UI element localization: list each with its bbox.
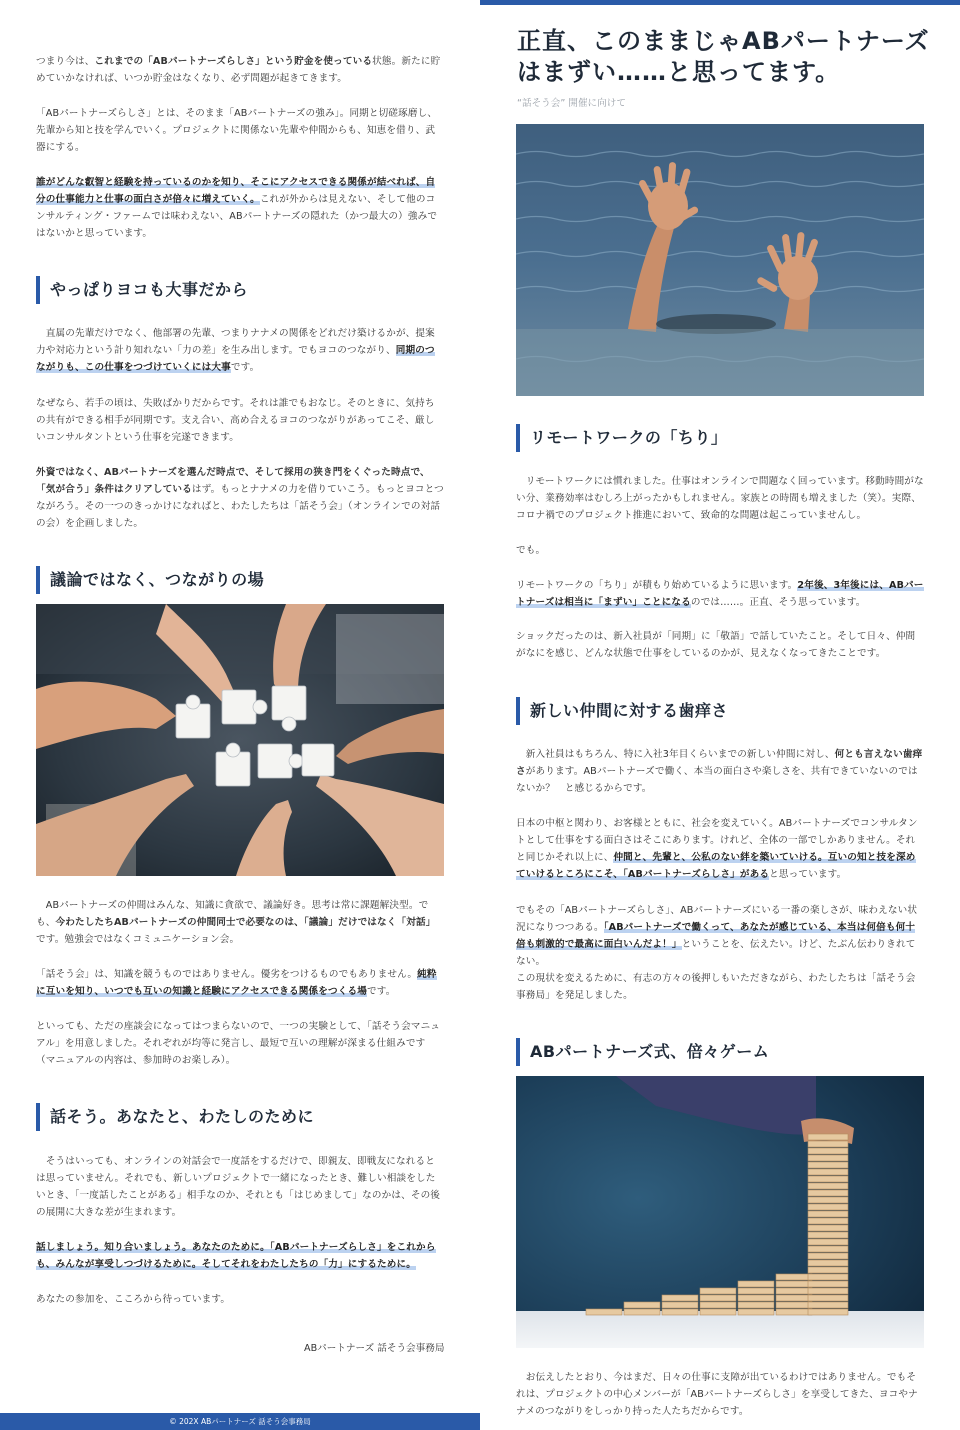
text-run: これが外からは見えない、そして他のコンサルティング・ファームでは味わえない、ABパートナーズの隠れた（かつ最大の）強みではないかと思っています。 — [36, 194, 438, 239]
remote-paragraph-3 — [516, 577, 924, 611]
highlighted-text: 仲間と、先輩と、公私のない絆を築いていける。互いの知と技を深めていけるところにこそ、「ABパートナーズらしさ」がある — [516, 852, 916, 880]
page-title — [517, 26, 937, 88]
text-run: 直属の先輩だけでなく、他部署の先輩、つまりナナメの関係をどれだけ築けるかが、提案力や対応力という計り知れない「力の差」を生み出します。でもヨコのつながり、 — [36, 328, 435, 356]
wood-block — [808, 1260, 848, 1266]
wood-block — [808, 1190, 848, 1196]
wood-block — [808, 1225, 848, 1231]
bold-text: 今わたしたちABパートナーズの仲間同士で必要なのは、「議論」だけではなく「対話」 — [55, 917, 436, 928]
page-subtitle: “話そう会” 開催に向けて — [517, 98, 626, 109]
wood-block — [738, 1295, 774, 1301]
section-heading-yoko: やっぱりヨコも大事だから — [36, 276, 444, 304]
yoko-paragraph-1 — [36, 325, 444, 376]
wood-block — [662, 1295, 698, 1301]
text-run: あなたの参加を、こころから待っています。 — [36, 1294, 231, 1305]
intro-paragraph-1 — [36, 53, 444, 87]
text-run: そうはいっても、オンラインの対話会で一度話をするだけで、即親友、即戦友になれるとは思っていません。それでも、新しいプロジェクトで一緒になったとき、難しい相談をしたいとき、「一度話したことがある」相手なのか、それとも「はじめまして」なのかは、その後の展開に大きな差が生まれます。 — [36, 1156, 441, 1218]
wood-block — [808, 1232, 848, 1238]
text-run: ということを、伝えたい。けど、たぶん伝わりきれてない。 — [516, 939, 916, 967]
wood-block — [624, 1302, 660, 1308]
wood-block — [808, 1162, 848, 1168]
wood-block — [700, 1302, 736, 1308]
text-run: 「話そう会」は、知識を競うものではありません。優劣をつけるものでもありません。 — [36, 969, 418, 980]
wood-block — [776, 1281, 812, 1287]
remote-paragraph-1 — [516, 473, 924, 524]
wood-block — [808, 1309, 848, 1315]
wood-block — [700, 1295, 736, 1301]
wood-block — [776, 1288, 812, 1294]
bold-text: 何とも言えない歯痒さ — [516, 749, 923, 777]
wood-block — [808, 1281, 848, 1287]
highlighted-text: 同期のつながりも、この仕事をつづけていくには大事 — [36, 345, 435, 373]
wood-block — [808, 1169, 848, 1175]
remote-paragraph-4 — [516, 628, 924, 662]
signature: ABパートナーズ 話そう会事務局 — [304, 1343, 445, 1354]
hagayusa-paragraph-3 — [516, 902, 924, 970]
remote-paragraph-2 — [516, 542, 924, 559]
text-run: でも。 — [516, 545, 546, 556]
text-run: です。勉強会ではなくコミュニケーション会。 — [36, 934, 240, 945]
text-run: といっても、ただの座談会になってはつまらないので、一つの実験として、「話そう会マニュアル」を用意しました。それぞれが均等に発言し、最短で互いの理解が深まる仕組みです（マニュアルの内容は、参加時のお楽しみ）。 — [36, 1021, 441, 1066]
wood-block — [808, 1267, 848, 1273]
wood-block — [808, 1141, 848, 1147]
section-heading-remote: リモートワークの「ちり」 — [516, 424, 924, 452]
wood-block — [808, 1253, 848, 1259]
wood-block — [586, 1309, 622, 1315]
wood-block — [808, 1197, 848, 1203]
wood-block — [776, 1309, 812, 1315]
bold-text: これまでの「ABパートナーズらしさ」という貯金を使っている — [94, 56, 373, 67]
puzzle-hands-photo — [36, 604, 444, 876]
text-run: この現状を変えるために、有志の方々の後押しもいただきながら、わたしたちは「話そう会事務局」を発足しました。 — [516, 973, 916, 1001]
drowning-hands-photo — [516, 124, 924, 396]
highlighted-text: 話しましょう。知り合いましょう。あなたのために。「ABパートナーズらしさ」をこれからも、みんなが享受しつづけるために。そしてそれをわたしたちの「力」にするために。 — [36, 1242, 436, 1270]
text-run: のでは……。正直、そう思っています。 — [690, 597, 866, 608]
wood-block — [776, 1302, 812, 1308]
text-run: と思っています。 — [769, 869, 847, 880]
wood-block — [808, 1211, 848, 1217]
text-run: つまり今は、 — [36, 56, 95, 67]
wood-block — [808, 1295, 848, 1301]
highlighted-text: 純粋に互いを知り、いつでも互いの知識と経験にアクセスできる関係をつくる場 — [36, 969, 437, 997]
text-run: 日本の中枢と関わり、お客様とともに、社会を変えていく。ABパートナーズでコンサルタントとして仕事をする面白さはそこにあります。けれど、全体の一部でしかありません。それと同じかそれ以上に、 — [516, 818, 918, 863]
hanasou-paragraph-2 — [36, 1239, 444, 1273]
wood-block — [808, 1288, 848, 1294]
wood-block — [776, 1295, 812, 1301]
footer-copyright: © 202X ABパートナーズ 話そう会事務局 — [0, 1413, 480, 1430]
wood-block — [700, 1309, 736, 1315]
highlighted-text: 2年後、3年後には、ABパートナーズは相当に「まずい」ことになる — [516, 580, 924, 608]
wood-block — [808, 1302, 848, 1308]
yoko-paragraph-3 — [36, 464, 444, 532]
tsunagari-paragraph-2 — [36, 966, 444, 1000]
text-run: 状態。新たに貯めていかなければ、いつか貯金はなくなり、必ず問題が起きてきます。 — [36, 56, 441, 84]
hagayusa-paragraph-1 — [516, 746, 924, 797]
page-title-line-2: はまずい……と思ってます。 — [517, 58, 841, 86]
wood-block — [738, 1302, 774, 1308]
text-run: があります。ABパートナーズで働く、本当の面白さや楽しさを、共有できていないのではないか？ と感じるからです。 — [516, 766, 918, 794]
wood-block — [662, 1302, 698, 1308]
section-heading-tsunagari: 議論ではなく、つながりの場 — [36, 566, 444, 594]
wood-block — [738, 1288, 774, 1294]
section-heading-hanasou: 話そう。あなたと、わたしのために — [36, 1103, 444, 1131]
hagayusa-paragraph-2 — [516, 815, 924, 883]
wood-block — [808, 1155, 848, 1161]
text-run: ショックだったのは、新入社員が「同期」に「敬語」で話していたこと。そして日々、仲間がなにを感じ、どんな状態で仕事をしているのかが、見えなくなってきたことです。 — [516, 631, 916, 659]
wood-block — [738, 1281, 774, 1287]
wood-block — [808, 1134, 848, 1140]
wood-block — [808, 1246, 848, 1252]
highlighted-text: 「ABパートナーズで働くって、あなたが感じている、本当は何倍も何十倍も刺激的で最高に面白いんだよ！」 — [516, 922, 916, 950]
wood-block — [808, 1274, 848, 1280]
wood-block — [808, 1148, 848, 1154]
intro-paragraph-2 — [36, 105, 444, 156]
stacking-blocks-photo — [516, 1076, 924, 1348]
text-run: ABパートナーズの仲間はみんな、知識に貪欲で、議論好き。思考は常に課題解決型。でも、 — [36, 900, 429, 928]
text-run: です。 — [230, 362, 260, 373]
text-run: はず。もっとナナメの力を借りていこう。もっとヨコとつながろう。その一つのきっかけになればと、わたしたちは「話そう会」（オンラインでの対話の会）を企画しました。 — [36, 484, 444, 529]
wood-block — [808, 1218, 848, 1224]
hanasou-paragraph-1 — [36, 1153, 444, 1221]
section-heading-baibai: ABパートナーズ式、倍々ゲーム — [516, 1038, 924, 1066]
text-run: 新入社員はもちろん、特に入社3年目くらいまでの新しい仲間に対し、 — [516, 749, 835, 760]
wood-block — [738, 1309, 774, 1315]
text-run: リモートワークには慣れました。仕事はオンラインで問題なく回っています。移動時間がない分、業務効率はむしろ上がったかもしれません。家族との時間も増えました（笑）。実際、コロナ禍でのプロジェクト推進において、致命的な問題は起こっていませんし。 — [516, 476, 924, 521]
highlighted-text: 誰がどんな叡智と経験を持っているのかを知り、そこにアクセスできる関係が結べれば、自分の仕事能力と仕事の面白さが倍々に増えていく。 — [36, 177, 436, 205]
wood-block — [808, 1204, 848, 1210]
wood-block — [624, 1309, 660, 1315]
wood-block — [808, 1183, 848, 1189]
wood-block — [808, 1239, 848, 1245]
tsunagari-paragraph-1 — [36, 897, 444, 948]
text-run: お伝えしたとおり、今はまだ、日々の仕事に支障が出ているわけではありません。でもそれは、プロジェクトの中心メンバーが「ABパートナーズらしさ」を享受してきた、ヨコやナナメのつながりをしっかり持った人たちだからです。 — [516, 1372, 918, 1417]
section-heading-hagayusa: 新しい仲間に対する歯痒さ — [516, 697, 924, 725]
page-title-line-1: 正直、このままじゃABパートナーズ — [517, 27, 930, 55]
text-run: でもその「ABパートナーズらしさ」、ABパートナーズにいる一番の楽しさが、味わえない状況になりつつある。 — [516, 905, 918, 933]
yoko-paragraph-2 — [36, 395, 444, 446]
hagayusa-paragraph-4 — [516, 970, 924, 1004]
wood-block — [662, 1309, 698, 1315]
intro-paragraph-3 — [36, 174, 444, 242]
text-run: です。 — [367, 986, 396, 997]
bold-text: 外資ではなく、ABパートナーズを選んだ時点で、そして採用の狭き門をくぐった時点で、「気が合う」条件はクリアしている — [36, 467, 430, 495]
baibai-paragraph-1 — [516, 1369, 924, 1420]
wood-block — [700, 1288, 736, 1294]
tsunagari-paragraph-3 — [36, 1018, 444, 1069]
text-run: なぜなら、若手の頃は、失敗ばかりだからです。それは誰でもおなじ。そのときに、気持ちの共有ができる相手が同期です。支え合い、高め合えるヨコのつながりがあってこそ、厳しいコンサルタントという仕事を完遂できます。 — [36, 398, 435, 443]
wood-block — [776, 1274, 812, 1280]
text-run: リモートワークの「ちり」が積もり始めているように思います。 — [516, 580, 798, 591]
hanasou-paragraph-3 — [36, 1291, 444, 1308]
text-run: 「ABパートナーズらしさ」とは、そのまま「ABパートナーズの強み」。同期と切磋琢磨し、先輩から知と技を学んでいく。プロジェクトに関係ない先輩や仲間からも、知恵を借り、武器にする。 — [36, 108, 438, 153]
wood-block — [808, 1176, 848, 1182]
